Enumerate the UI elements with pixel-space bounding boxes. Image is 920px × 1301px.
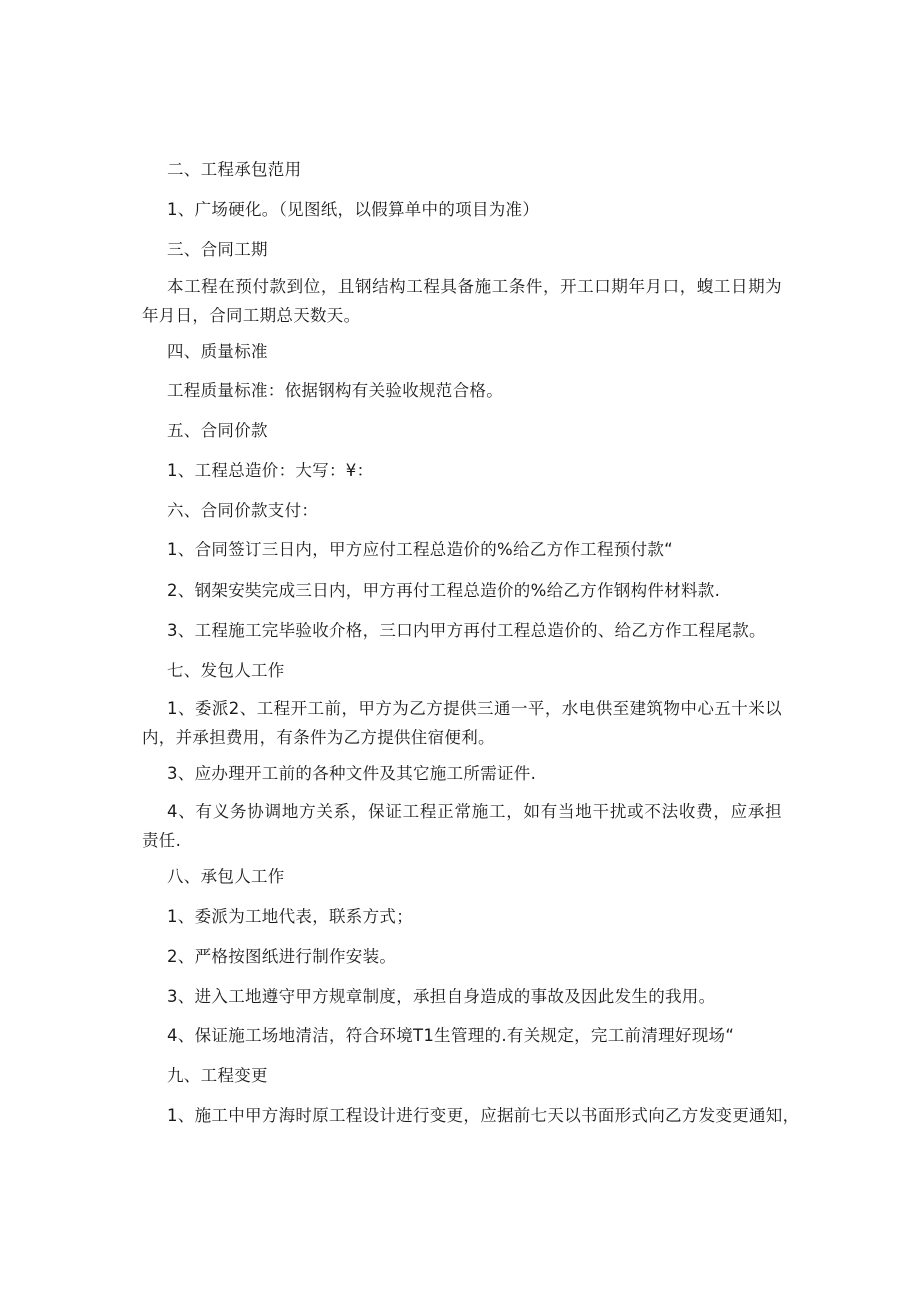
schedule-paragraph: 本工程在预付款到位，且钢结构工程具备施工条件，开工口期年月口，蝮工日期为年月日，合同工期总天数天。 <box>142 277 782 325</box>
contractor-item-3: 3、进入工地遵守甲方规章制度，承担自身造成的事故及因此发生的我用。 <box>167 987 716 1006</box>
section-heading-7: 七、发包人工作 <box>167 661 285 680</box>
scope-item-1: 1、广场硬化。（见图纸，以假算单中的项目为准） <box>167 200 540 219</box>
section-heading-5: 五、合同价款 <box>167 421 268 440</box>
payment-item-1: 1、合同签订三日内，甲方应付工程总造价的%给乙方作工程预付款“ <box>167 540 674 559</box>
contractor-item-4: 4、保证施工场地清洁，符合环境T1生管理的.有关规定，完工前清理好现场“ <box>167 1026 735 1045</box>
quality-standard-text: 工程质量标准：依据钢构有关验收规范合格。 <box>167 381 503 400</box>
change-item-1: 1、施工中甲方海时原工程设计进行变更，应据前七天以书面形式向乙方发变更通知， <box>167 1106 800 1125</box>
price-item-1: 1、工程总造价：大写：¥： <box>167 461 374 480</box>
employer-item-4: 4、有义务协调地方关系，保证工程正常施工，如有当地干扰或不法收费，应承担责任. <box>142 802 782 850</box>
section-heading-4: 四、质量标准 <box>167 342 268 361</box>
section-heading-6: 六、合同价款支付： <box>167 501 319 520</box>
contractor-item-2: 2、严格按图纸进行制作安装。 <box>167 947 397 966</box>
contractor-item-1: 1、委派为工地代表，联系方式； <box>167 907 413 926</box>
employer-item-1-2: 1、委派2、工程开工前，甲方为乙方提供三通一平，水电供至建筑物中心五十米以内，并承担费用，有条件为乙方提供住宿便利。 <box>142 699 782 747</box>
section-heading-2: 二、工程承包范用 <box>167 160 302 179</box>
payment-item-2: 2、钢架安奘完成三日内，甲方再付工程总造价的%给乙方作钢构件材料款. <box>167 581 721 600</box>
employer-item-3: 3、应办理开工前的各种文件及其它施工所需证件. <box>167 764 537 783</box>
section-heading-3: 三、合同工期 <box>167 240 268 259</box>
section-heading-9: 九、工程变更 <box>167 1066 268 1085</box>
payment-item-3: 3、工程施工完毕验收介格，三口内甲方再付工程总造价的、给乙方作工程尾款。 <box>167 621 766 640</box>
section-heading-8: 八、承包人工作 <box>167 867 285 886</box>
